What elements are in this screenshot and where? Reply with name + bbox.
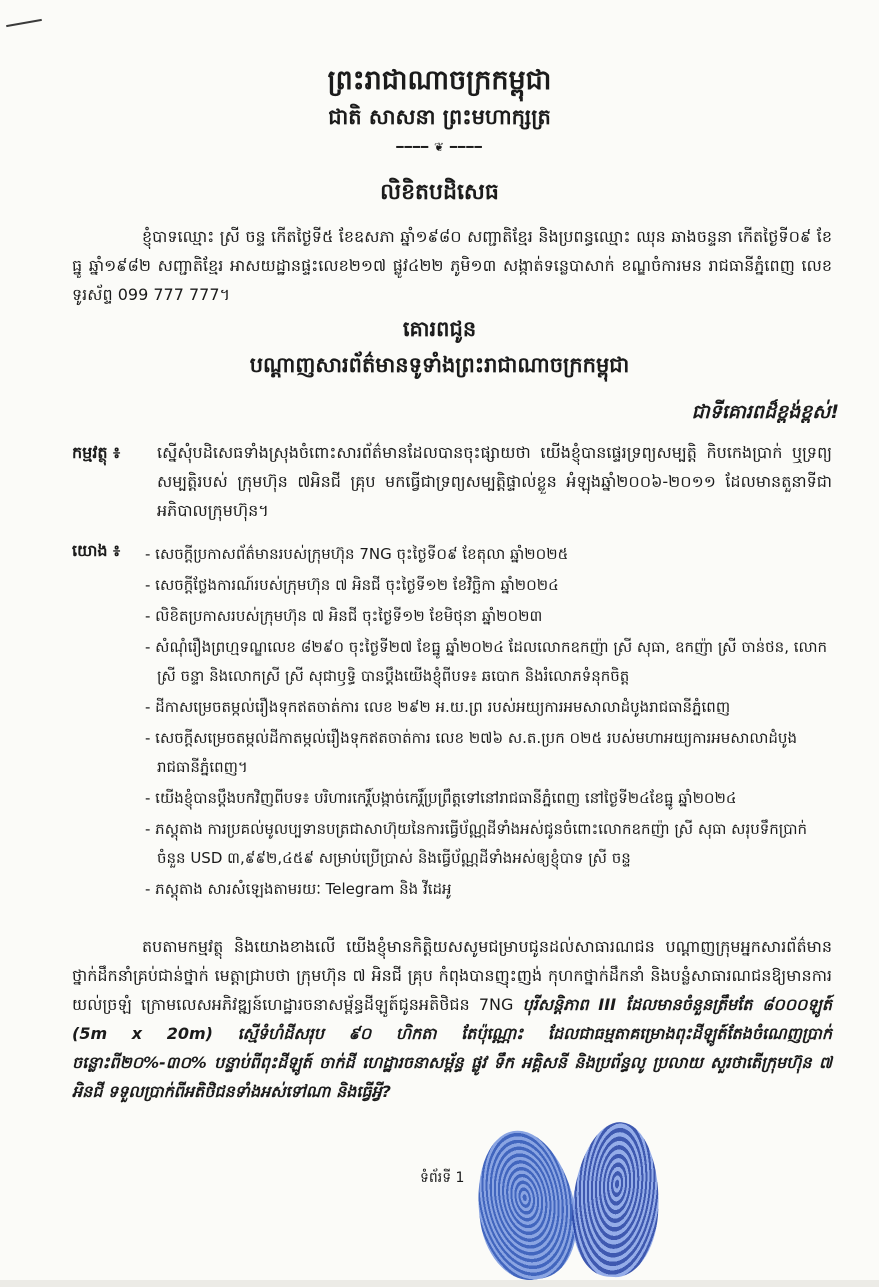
closing-paragraph [72, 932, 832, 1106]
ornament-divider: ━━━━ ❦ ━━━━ [396, 140, 483, 154]
document-title: លិខិតបដិសេធ [380, 180, 499, 205]
kingdom-heading: ព្រះរាជាណាចក្រកម្ពុជា [327, 65, 552, 96]
salutation: ជាទីគោរពដ៏ខ្ពង់ខ្ពស់! [691, 401, 839, 423]
reference-item: - សេចក្តីថ្លែងការណ៍របស់ក្រុមហ៊ុន ៧ អិនជី ចុះថ្ងៃទី១២ ខែវិច្ឆិកា ឆ្នាំ២០២៤ [145, 576, 559, 594]
reference-item: - សេចក្តីប្រកាសព័ត៌មានរបស់ក្រុមហ៊ុន 7NG ចុះថ្ងៃទី០៩ ខែតុលា ឆ្នាំ២០២៥ [145, 545, 569, 563]
closing-italic-text: បុរីសន្តិភាព III ដែលមានចំនួនត្រឹមតែ ៨០០០ឡូត៍ (5m x 20m) ស្មើទំហំដីសរុប ៩០ ហិកតា តែប៉ុណ្ណោះ ដែលជាធម្មតាគម្រោងពុះដីឡូត៍តែងចំណេញប្រាក់ ចន្លោះពី២០%-៣០% បន្ទាប់ពីពុះដីឡូត៍ ចាក់ដី ហេដ្ឋារចនាសម្ព័ន្ធ ផ្លូវ ទឹក អគ្គិសនី និងប្រព័ន្ធលូ ប្រលាយ សួរថាតើក្រុមហ៊ុន ៧ អិនជី ទទួលប្រាក់ពីអតិថិជនទាំងអស់ទៅណា និងធ្វើអ្វី? [72, 995, 833, 1101]
reference-label: យោង ៖ [72, 541, 121, 560]
subject-label: កម្មវត្ថុ ៖ [72, 443, 121, 462]
fingerprint-right [568, 1119, 665, 1280]
reference-item: - ភស្តុតាង ការប្រគល់មូលប្បទានបត្រជាសាហ៊ុយនៃការធ្វើប័ណ្ណដីទាំងអស់ជូនចំពោះលោកឧកញ៉ា ស្រី សុធា សរុបទឹកប្រាក់ចំនួន USD ៣,៩៩២,៤៥៩ សម្រាប់ប្រើប្រាស់ និងធ្វើប័ណ្ណដីទាំងអស់ឲ្យខ្ញុំបាទ ស្រី ចន្ទ [145, 820, 808, 867]
reference-item: - លិខិតប្រកាសរបស់ក្រុមហ៊ុន ៧ អិនជី ចុះថ្ងៃទី១២ ខែមិថុនា ឆ្នាំ២០២៣ [145, 607, 543, 625]
recipient-line-1: គោរពជូន [402, 317, 477, 341]
fingerprint-left [466, 1123, 587, 1287]
page-number: ទំព័រទី 1 [420, 1170, 465, 1186]
subject-text: ស្នើសុំបដិសេធទាំងស្រុងចំពោះសារព័ត៌មានដែលបានចុះផ្សាយថា យើងខ្ញុំបានផ្ទេរទ្រព្យសម្បត្តិ កិបកេងប្រាក់ ឬទ្រព្យសម្បត្តិរបស់ ក្រុមហ៊ុន ៧អិនជី គ្រុប មកធ្វើជាទ្រព្យសម្បត្តិផ្ទាល់ខ្លួន អំឡុងឆ្នាំ២០០៦-២០១១ ដែលមានតួនាទីជាអភិបាលក្រុមហ៊ុន។ [157, 443, 832, 520]
reference-item: - សេចក្តីសម្រេចតម្កល់ដីកាតម្កល់រឿងទុកឥតចាត់ការ លេខ ២៧៦ ស.ត.ប្រក ០២៥ របស់មហាអយ្យការអមសាលាដំបូងរាជធានីភ្នំពេញ។ [145, 729, 797, 776]
reference-item: - ដីកាសម្រេចតម្កល់រឿងទុកឥតចាត់ការ លេខ ២៩២ អ.យ.ព្រ របស់អយ្យការអមសាលាដំបូងរាជធានីភ្នំពេញ [145, 698, 731, 716]
pen-mark [6, 19, 42, 27]
reference-item: - ភស្តុតាង សារសំឡេងតាមរយៈ Telegram និង វីដេអូ [145, 880, 452, 898]
closing-text: តបតាមកម្មវត្ថុ និងយោងខាងលើ យើងខ្ញុំមានកិត្តិយសសូមជម្រាបជូនដល់សាធារណជន បណ្តាញក្រុមអ្នកសារព័ត៌មាន ថ្នាក់ដឹកនាំគ្រប់ជាន់ថ្នាក់ មេត្តាជ្រាបថា ក្រុមហ៊ុន ៧ អិនជី គ្រុប កំពុងបានញុះញង់ កុហកថ្នាក់ដឹកនាំ និងបន្លំសាធារណជនឱ្យមានការយល់ច្រឡំ ក្រោមលេសអភិវឌ្ឍន៍ហេដ្ឋារចនាសម្ព័ន្ធដីឡូត៍ជូនអតិថិជន 7NG [72, 937, 832, 1014]
reference-item: - សំណុំរឿងព្រហ្មទណ្ឌលេខ ៨២៩០ ចុះថ្ងៃទី២៧ ខែធ្នូ ឆ្នាំ២០២៤ ដែលលោកឧកញ៉ា ស្រី សុធា, ឧកញ៉ា ស្រី ចាន់ថន, លោក ស្រី ចន្ទា និងលោកស្រី ស្រី សុជាឫទ្ធិ បានប្តឹងយើងខ្ញុំពីបទ៖ ឆបោក និងរំលោភទំនុកចិត្ត [145, 638, 828, 685]
national-motto: ជាតិ សាសនា ព្រះមហាក្សត្រ [328, 105, 551, 129]
reference-list [145, 540, 835, 906]
recipient-line-2: បណ្តាញសារព័ត៌មានទូទាំងព្រះរាជាណាចក្រកម្ពុជា [249, 353, 630, 377]
reference-item: - យើងខ្ញុំបានប្តឹងបកវិញពីបទ៖ បរិហារកេរ្តិ៍បង្កាច់កេរ្តិ៍ប្រព្រឹត្តទៅនៅរាជធានីភ្នំពេញ នៅថ្ងៃទី២៤ខែធ្នូ ឆ្នាំ២០២៤ [145, 789, 737, 807]
intro-paragraph: ខ្ញុំបាទឈ្មោះ ស្រី ចន្ទ កើតថ្ងៃទី៥ ខែឧសភា ឆ្នាំ១៩៨០ សញ្ជាតិខ្មែរ និងប្រពន្ធឈ្មោះ ឈុន ឆាងចន្ទនា កើតថ្ងៃទី០៩ ខែធ្នូ ឆ្នាំ១៩៨២ សញ្ជាតិខ្មែរ អាសយដ្ឋានផ្ទះលេខ២១៧ ផ្លូវ៤២២ ភូមិ១៣ សង្កាត់ទន្លេបាសាក់ ខណ្ឌចំការមន រាជធានីភ្នំពេញ លេខទូរស័ព្ទ 099 777 777។ [72, 227, 832, 304]
